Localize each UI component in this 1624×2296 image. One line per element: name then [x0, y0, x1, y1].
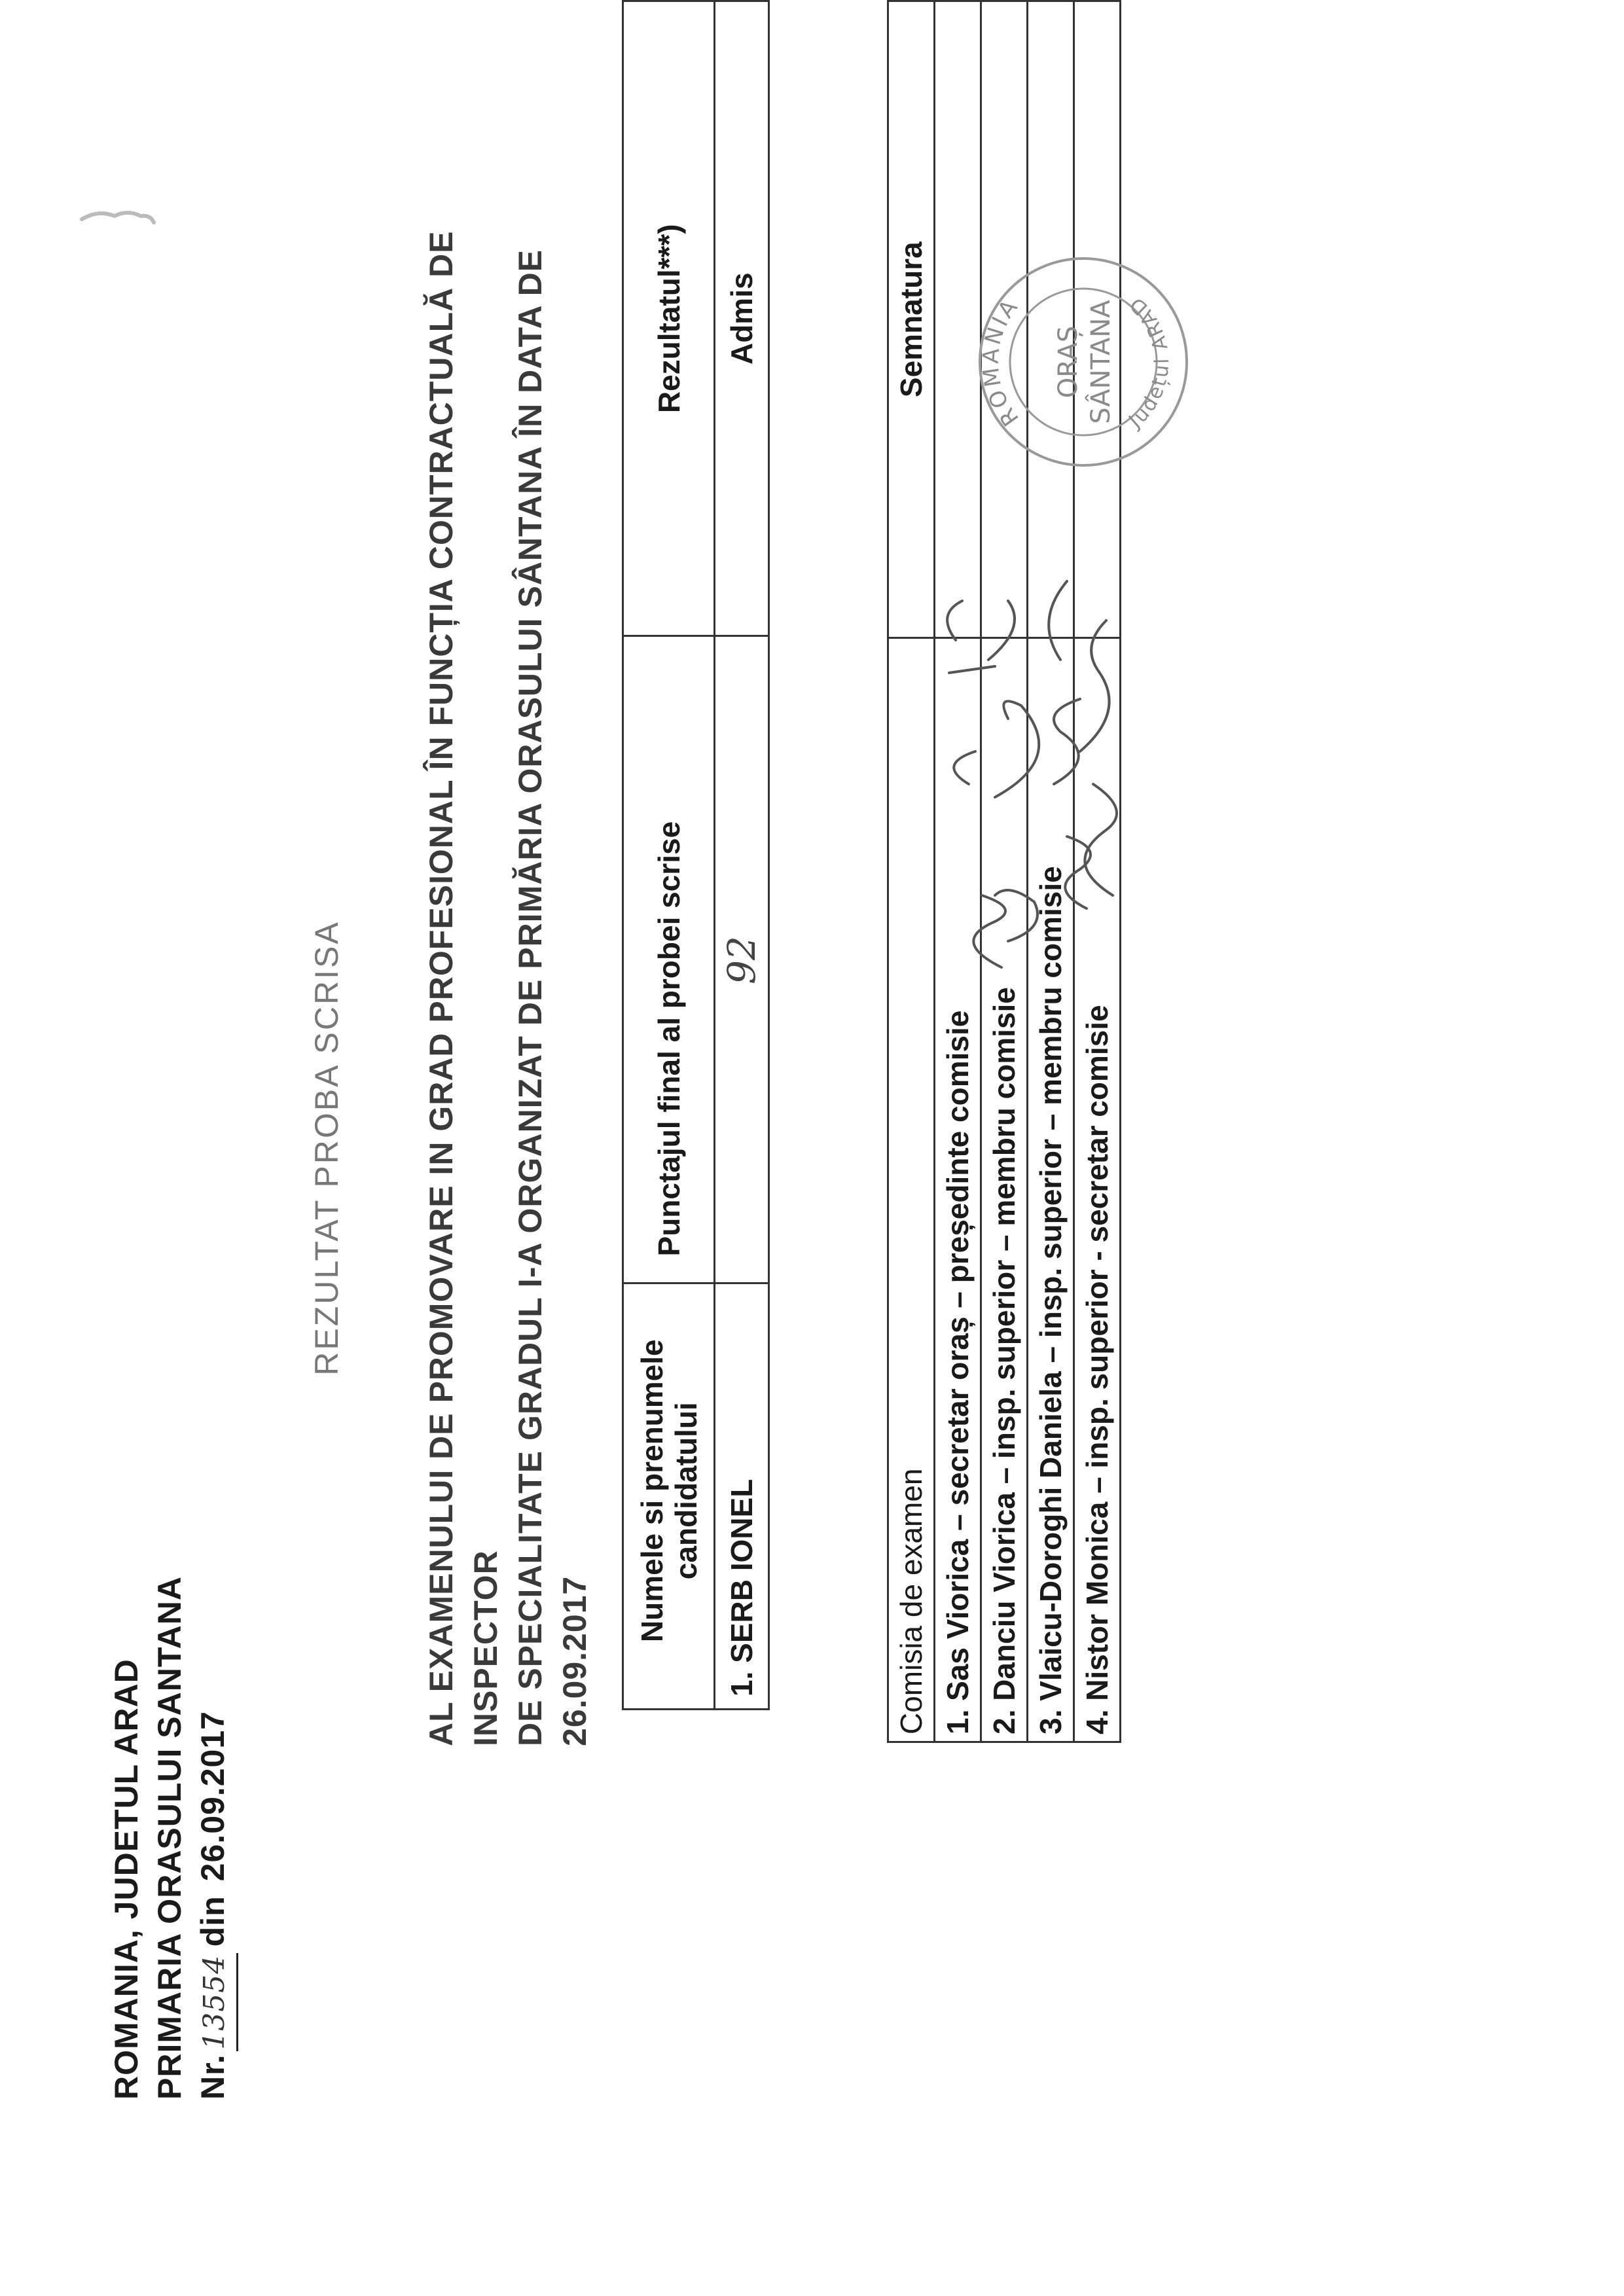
stamp-center-line-2: SÂNTANA [1086, 300, 1116, 424]
candidate-name: 1. SERB IONEL [715, 1283, 769, 1710]
header-candidate-name: Numele si prenumele candidatului [623, 1283, 715, 1710]
results-header-row [623, 1, 715, 1710]
candidate-result: Admis [715, 1, 769, 636]
stamp-bottom-text: Județul ARAD [1124, 291, 1174, 433]
document-title: REZULTAT PROBA SCRISA [308, 920, 345, 1376]
committee-member-4: 4. Nistor Monica – insp. superior - secretar comisie [1074, 638, 1121, 1742]
header-committee: Comisia de examen [888, 638, 935, 1742]
document-header [105, 1576, 238, 2100]
registration-date: 26.09.2017 [194, 1711, 231, 1882]
header-result: Rezultatul***) [623, 1, 715, 636]
official-stamp [972, 251, 1195, 473]
din-label: din [194, 1895, 231, 1947]
stamp-center-line-1: ORAȘ [1053, 325, 1083, 399]
nr-label: Nr. [194, 2054, 231, 2100]
document-subtitle [419, 175, 597, 1746]
results-table [622, 0, 770, 1710]
stamp-top-text: ROMANIA [977, 293, 1024, 431]
committee-member-3: 3. Vlaicu-Doroghi Daniela – insp. superior – membru comisie [1028, 638, 1074, 1742]
header-institution: PRIMARIA ORASULUI SANTANA [151, 1576, 188, 2100]
header-country-county: ROMANIA, JUDETUL ARAD [108, 1659, 145, 2100]
committee-member-1: 1. Sas Viorica – secretar oraș – președinte comisie [935, 638, 981, 1742]
candidate-score: 92 [719, 936, 764, 984]
header-signature: Semnatura [888, 1, 935, 638]
signature-4 [1054, 568, 1139, 908]
score-cell [715, 636, 769, 1283]
registration-number: 13554 [193, 1953, 238, 2051]
table-row [715, 1, 769, 1710]
registration-line [191, 1576, 238, 2100]
header-final-score: Punctajul final al probei scrise [623, 636, 715, 1283]
committee-member-2: 2. Danciu Viorica – insp. superior – membru comisie [981, 638, 1028, 1742]
subtitle-line-1: AL EXAMENULUI DE PROMOVARE IN GRAD PROFESIONAL ÎN FUNCȚIA CONTRACTUALĂ DE INSPECTOR [423, 230, 504, 1746]
subtitle-line-2: DE SPECIALITATE GRADUL I-A ORGANIZAT DE PRIMĂRIA ORASULUI SÂNTANA ÎN DATA DE 26.09.2017 [512, 249, 593, 1746]
